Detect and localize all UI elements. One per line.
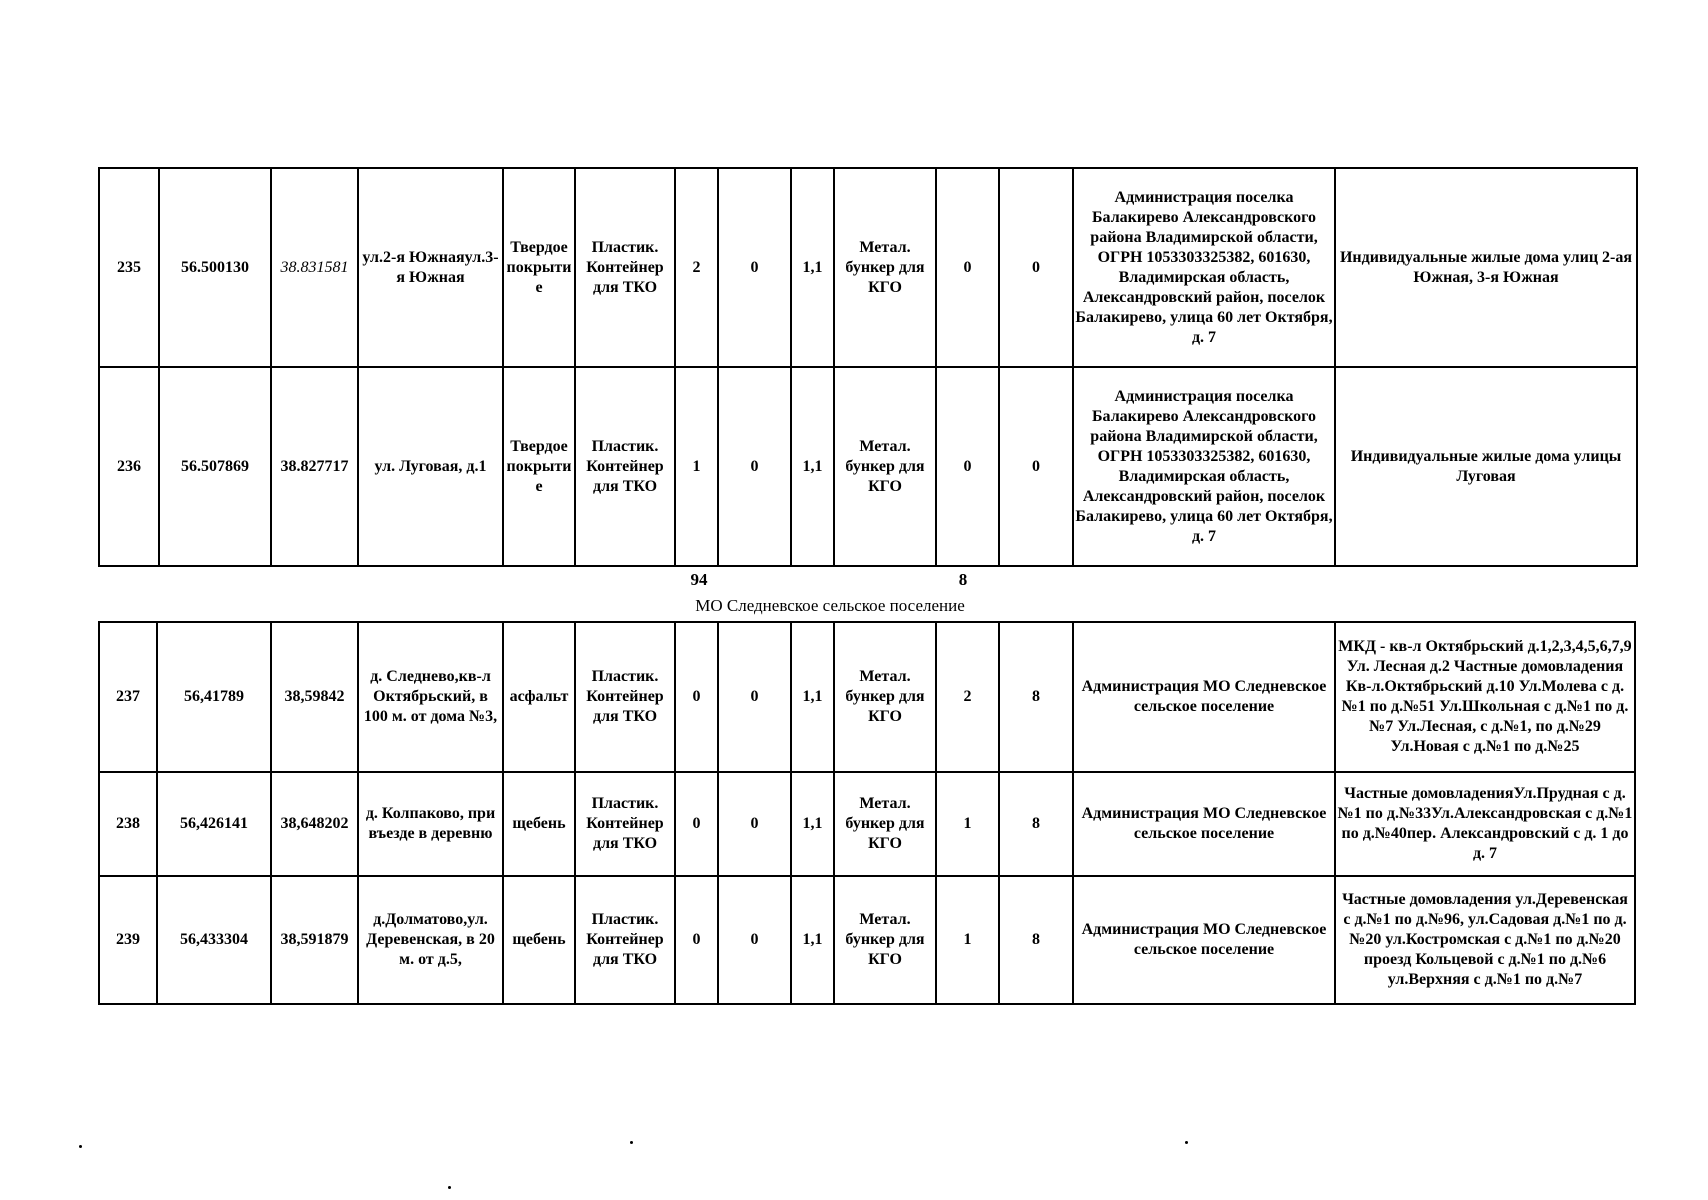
surface-cell: щебень — [503, 772, 575, 876]
container-type-cell: Пластик. Контейнер для ТКО — [575, 772, 675, 876]
container-type-cell: Пластик. Контейнер для ТКО — [575, 876, 675, 1004]
bunker-count-cell: 1 — [936, 772, 999, 876]
table-row — [99, 367, 1637, 566]
scan-speck — [448, 1186, 451, 1189]
served-objects-cell: Индивидуальные жилые дома улиц 2-ая Южная, 3-я Южная — [1335, 168, 1637, 367]
bunker-volume-cell: 0 — [999, 367, 1073, 566]
bunker-count-cell: 2 — [936, 622, 999, 772]
bunkers-total: 8 — [958, 570, 968, 589]
latitude-cell: 56,41789 — [157, 622, 271, 772]
container-count-cell: 0 — [675, 876, 718, 1004]
longitude-cell: 38,591879 — [271, 876, 358, 1004]
served-objects-cell: МКД - кв-л Октябрьский д.1,2,3,4,5,6,7,9 Ул. Лесная д.2 Частные домовладения Кв-л.Октябрьский д.10 Ул.Молева с д.№1 по д.№51 Ул.Школьная с д.№1 по д.№7 Ул.Лесная, с д.№1, по д.№29 Ул.Новая с д.№1 по д.№25 — [1335, 622, 1635, 772]
surface-cell: Твердое покрыти е — [503, 168, 575, 367]
longitude-cell: 38.831581 — [271, 168, 358, 367]
container-type-cell: Пластик. Контейнер для ТКО — [575, 168, 675, 367]
row-number: 239 — [99, 876, 157, 1004]
bunker-volume-cell: 8 — [999, 876, 1073, 1004]
latitude-cell: 56,433304 — [157, 876, 271, 1004]
row-number: 235 — [99, 168, 159, 367]
bunker-type-cell: Метал. бункер для КГО — [834, 622, 936, 772]
latitude-cell: 56.500130 — [159, 168, 271, 367]
bunker-count-cell: 0 — [936, 367, 999, 566]
owner-cell: Администрация МО Следневское сельское поселение — [1073, 876, 1335, 1004]
volume-cell: 1,1 — [791, 367, 834, 566]
owner-cell: Администрация поселка Балакирево Александровского района Владимирской области, ОГРН 1053303325382, 601630, Владимирская область, Александровский район, поселок Балакирево, улица 60 лет Октября, д. 7 — [1073, 367, 1335, 566]
served-objects-cell: Индивидуальные жилые дома улицы Луговая — [1335, 367, 1637, 566]
container-type-cell: Пластик. Контейнер для ТКО — [575, 622, 675, 772]
owner-cell: Администрация поселка Балакирево Александровского района Владимирской области, ОГРН 1053303325382, 601630, Владимирская область, Александровский район, поселок Балакирево, улица 60 лет Октября, д. 7 — [1073, 168, 1335, 367]
owner-cell: Администрация МО Следневское сельское поселение — [1073, 772, 1335, 876]
bunker-type-cell: Метал. бункер для КГО — [834, 876, 936, 1004]
row-number: 236 — [99, 367, 159, 566]
address-cell: д. Колпаково, при въезде в деревню — [358, 772, 503, 876]
container-count-cell: 0 — [675, 622, 718, 772]
table-row — [99, 772, 1635, 876]
container-count-cell: 0 — [675, 772, 718, 876]
scan-speck — [630, 1141, 633, 1144]
surface-cell: асфальт — [503, 622, 575, 772]
latitude-cell: 56.507869 — [159, 367, 271, 566]
table-row — [99, 168, 1637, 367]
registry-table-top — [98, 167, 1638, 567]
table-row — [99, 622, 1635, 772]
volume-cell: 1,1 — [791, 772, 834, 876]
address-cell: д.Долматово,ул. Деревенская, в 20 м. от д.5, — [358, 876, 503, 1004]
planned-count-cell: 0 — [718, 876, 791, 1004]
bunker-count-cell: 0 — [936, 168, 999, 367]
planned-count-cell: 0 — [718, 367, 791, 566]
owner-cell: Администрация МО Следневское сельское поселение — [1073, 622, 1335, 772]
served-objects-cell: Частные домовладения ул.Деревенская с д.№1 по д.№96, ул.Садовая д.№1 по д.№20 ул.Костромская с д.№1 по д.№20 проезд Кольцевой с д.№1 по д.№6 ул.Верхняя с д.№1 по д.№7 — [1335, 876, 1635, 1004]
containers-total: 94 — [690, 570, 708, 589]
registry-table-bottom — [98, 621, 1636, 1005]
row-number: 237 — [99, 622, 157, 772]
bunker-type-cell: Метал. бункер для КГО — [834, 772, 936, 876]
table-row — [99, 876, 1635, 1004]
address-cell: ул.2-я Южнаяул.3-я Южная — [358, 168, 503, 367]
planned-count-cell: 0 — [718, 168, 791, 367]
volume-cell: 1,1 — [791, 622, 834, 772]
bunker-volume-cell: 8 — [999, 772, 1073, 876]
bunker-count-cell: 1 — [936, 876, 999, 1004]
served-objects-cell: Частные домовладенияУл.Прудная с д.№1 по д.№33Ул.Александровская с д.№1 по д.№40пер. Александровский с д. 1 до д. 7 — [1335, 772, 1635, 876]
container-type-cell: Пластик. Контейнер для ТКО — [575, 367, 675, 566]
container-count-cell: 1 — [675, 367, 718, 566]
section-title: МО Следневское сельское поселение — [695, 596, 965, 615]
planned-count-cell: 0 — [718, 772, 791, 876]
bunker-type-cell: Метал. бункер для КГО — [834, 367, 936, 566]
volume-cell: 1,1 — [791, 168, 834, 367]
container-count-cell: 2 — [675, 168, 718, 367]
address-cell: д. Следнево,кв-л Октябрьский, в 100 м. от дома №3, — [358, 622, 503, 772]
surface-cell: Твердое покрыти е — [503, 367, 575, 566]
longitude-cell: 38,59842 — [271, 622, 358, 772]
surface-cell: щебень — [503, 876, 575, 1004]
bunker-volume-cell: 0 — [999, 168, 1073, 367]
planned-count-cell: 0 — [718, 622, 791, 772]
address-cell: ул. Луговая, д.1 — [358, 367, 503, 566]
scan-speck — [79, 1145, 82, 1148]
volume-cell: 1,1 — [791, 876, 834, 1004]
bunker-volume-cell: 8 — [999, 622, 1073, 772]
latitude-cell: 56,426141 — [157, 772, 271, 876]
longitude-cell: 38.827717 — [271, 367, 358, 566]
bunker-type-cell: Метал. бункер для КГО — [834, 168, 936, 367]
row-number: 238 — [99, 772, 157, 876]
scan-speck — [1185, 1141, 1188, 1144]
longitude-cell: 38,648202 — [271, 772, 358, 876]
